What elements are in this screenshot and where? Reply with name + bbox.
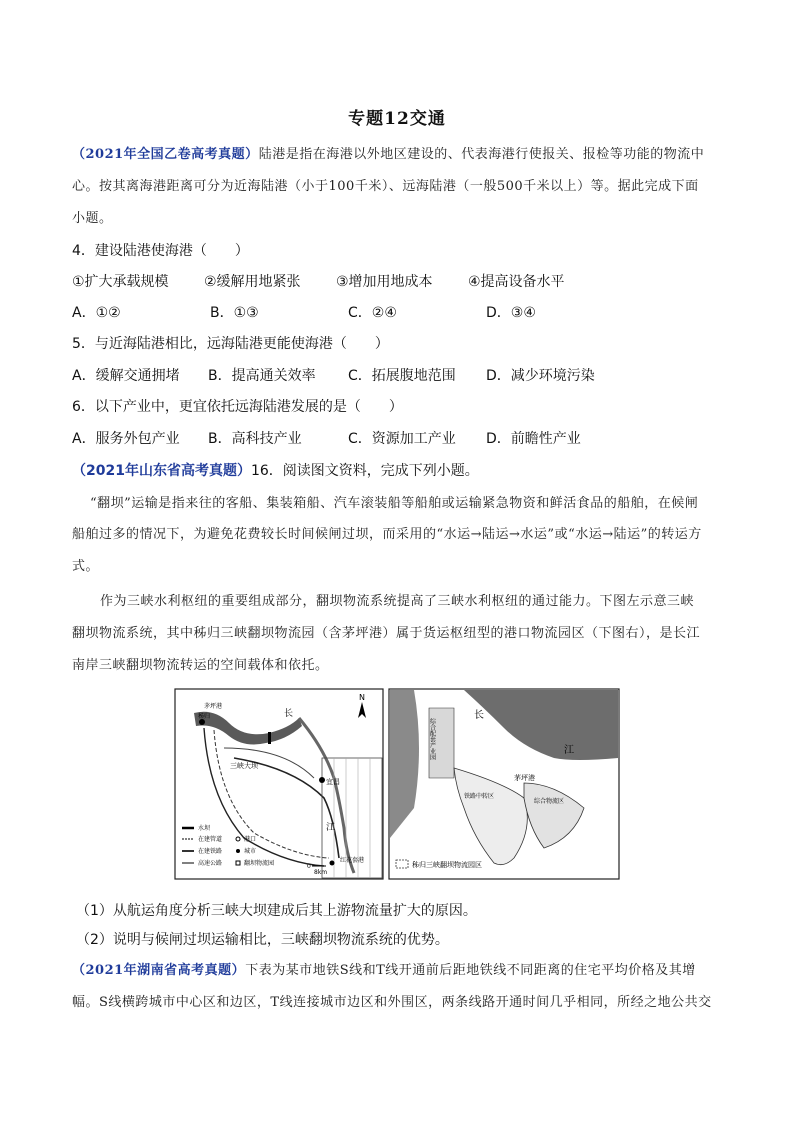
- q3-line2: 幅。S线横跨城市中心区和边区，T线连接城市边区和外围区，两条线路开通时间几乎相同，所经之地公共交: [72, 995, 712, 1010]
- left-jiang-label: 江: [326, 823, 336, 833]
- zigui-label: 秭归: [198, 713, 211, 720]
- honghua-label: 红花套港: [340, 857, 365, 864]
- north-label: N: [359, 693, 365, 702]
- q1-intro-line1: （2021年全国乙卷高考真题）陆港是指在海港以外地区建设的、代表海港行使报关、报检等功能的物流中: [72, 147, 705, 162]
- q1-source: （2021年全国乙卷高考真题）: [72, 147, 259, 162]
- right-map: [389, 689, 619, 879]
- scale-zero: 0: [307, 863, 311, 870]
- q2-source: （2021年山东省高考真题）: [72, 463, 251, 479]
- zone-railway: 铁路中转区: [464, 793, 495, 800]
- q1-intro-line3: 小题。: [72, 211, 113, 226]
- q5-choices: A．缓解交通拥堵 B．提高通关效率 C．拓展腹地范围 D．减少环境污染: [72, 368, 595, 384]
- three-gorges-map-figure: [174, 688, 620, 880]
- legend-railway: 在建铁路: [198, 848, 223, 855]
- q2-para2-line3: 南岸三峡翻坝物流转运的空间载体和依托。: [72, 658, 329, 673]
- q2-sub2: （2）说明与候闸过坝运输相比，三峡翻坝物流系统的优势。: [76, 932, 449, 948]
- legend-pipeline: 在建管道: [198, 836, 223, 843]
- right-chang-label: 长: [474, 710, 484, 721]
- left-map: [175, 689, 383, 879]
- right-jiang-label: 江: [564, 745, 574, 756]
- q2-sub1: （1）从航运角度分析三峡大坝建成后其上游物流量扩大的原因。: [76, 903, 477, 919]
- question-5: 5．与近海陆港相比，远海陆港更能使海港（ ）: [72, 336, 389, 352]
- scale-label: 8km: [314, 869, 328, 876]
- question-4: 4．建设陆港使海港（ ）: [72, 243, 249, 259]
- q2-para2-line2: 翻坝物流系统，其中秭归三峡翻坝物流园（含茅坪港）属于货运枢纽型的港口物流园区（下图右），是长江: [72, 626, 701, 641]
- q3-source: （2021年湖南省高考真题）: [72, 963, 246, 978]
- page-title: 专题12交通: [348, 109, 446, 129]
- q6-choices: A．服务外包产业 B．高科技产业 C．资源加工产业 D．前瞻性产业: [72, 431, 581, 447]
- zone-logistics: 综合物流区: [534, 798, 565, 805]
- q1-intro-line2: 心。按其离海港距离可分为近海陆港（小于100千米）、远海陆港（一般500千米以上）等。据此完成下面: [72, 179, 699, 194]
- legend-dam: 水坝: [198, 825, 211, 832]
- right-legend: 秭归三峡翻坝物流园区: [412, 861, 482, 869]
- legend-park: 翻坝物流园: [244, 860, 275, 867]
- yichang-label: 宜昌: [326, 778, 340, 786]
- legend-city: 城市: [244, 848, 257, 855]
- q4-choices: A．①② B．①③ C．②④ D．③④: [72, 305, 536, 321]
- q2-lead: （2021年山东省高考真题）16．阅读图文资料，完成下列小题。: [72, 463, 479, 479]
- legend-port: 港口: [244, 836, 257, 843]
- maoping-label-left: 茅坪港: [204, 703, 223, 710]
- q2-para2-line1: 作为三峡水利枢纽的重要组成部分，翻坝物流系统提高了三峡水利枢纽的通过能力。下图左示意三峡: [100, 594, 695, 609]
- q2-para1-line1: “翻坝”运输是指来往的客船、集装箱船、汽车滚装船等船舶或运输紧急物资和鲜活食品的船舶，在候闸: [90, 496, 699, 511]
- legend-highway: 高速公路: [198, 860, 223, 867]
- left-river-label: 长: [284, 709, 294, 719]
- zone-industry: 综合配套产业园: [428, 718, 436, 760]
- maoping-label-right: 茅坪港: [514, 774, 535, 782]
- q2-para1-line3: 式。: [72, 559, 100, 574]
- q4-options: ①扩大承载规模 ②缓解用地紧张 ③增加用地成本 ④提高设备水平: [72, 274, 565, 290]
- question-6: 6．以下产业中，更宜依托远海陆港发展的是（ ）: [72, 399, 403, 415]
- dam-label: 三峡大坝: [230, 762, 258, 770]
- q3-line1: （2021年湖南省高考真题）下表为某市地铁S线和T线开通前后距地铁线不同距离的住宅平均价格及其增: [72, 963, 696, 978]
- q2-para1-line2: 船舶过多的情况下，为避免花费较长时间候闸过坝，而采用的“水运→陆运→水运”或“水运→陆运”的转运方: [72, 527, 702, 542]
